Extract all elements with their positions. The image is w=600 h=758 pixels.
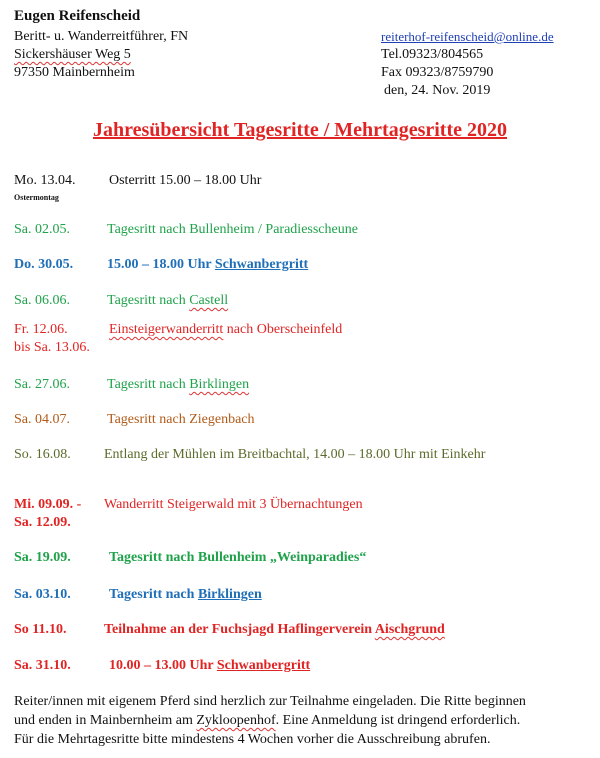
event-description <box>109 657 310 675</box>
event-text: Tagesritt nach Bullenheim / Paradiesscheune <box>107 222 358 237</box>
event-text: Tagesritt nach <box>107 377 190 392</box>
event-description <box>107 221 358 239</box>
footer-place-link: Zykloopenhof <box>196 713 276 728</box>
event-description <box>104 621 445 639</box>
event-date: Sa. 02.05. <box>14 222 70 237</box>
street-text: Sickershäuser Weg 5 <box>14 47 131 62</box>
event-description <box>104 446 485 464</box>
event-description <box>109 549 366 567</box>
event-description <box>107 376 249 394</box>
event-date: Sa. 19.09. <box>14 550 71 565</box>
event-row <box>0 292 600 310</box>
event-text: Teilnahme an der Fuchsjagd Haflingerverein <box>104 622 375 637</box>
event-date: Sa. 06.06. <box>14 293 70 308</box>
event-place: Schwanbergritt <box>216 658 311 673</box>
letter-date: den, 24. Nov. 2019 <box>384 83 491 98</box>
event-place: Aischgrund <box>374 622 445 637</box>
event-row <box>0 549 600 567</box>
event-text-suffix: nach Oberscheinfeld <box>223 322 343 337</box>
event-description <box>107 256 308 274</box>
event-text: 15.00 – 18.00 Uhr <box>107 257 215 272</box>
fax-number: Fax 09323/8759790 <box>381 65 494 80</box>
event-date: Sa. 31.10. <box>14 658 71 673</box>
event-row <box>0 172 600 202</box>
event-place: Birklingen <box>197 587 262 602</box>
event-description <box>104 496 363 514</box>
event-description <box>107 411 255 429</box>
event-date: Sa. 27.06. <box>14 377 70 392</box>
event-row <box>0 446 600 464</box>
event-place: Castell <box>189 293 229 308</box>
event-row <box>0 657 600 675</box>
event-description <box>107 292 228 310</box>
event-description <box>109 321 342 339</box>
footer-line-3: Für die Mehrtagesritte bitte mindestens 4 Wochen vorher die Ausschreibung abrufen. <box>14 732 491 747</box>
event-text: Tagesritt nach Bullenheim „Weinparadies“ <box>109 550 367 565</box>
event-row <box>0 221 600 239</box>
event-place: Einsteigerwanderritt <box>109 322 224 337</box>
event-text: 10.00 – 13.00 Uhr <box>109 658 217 673</box>
event-date-end: Sa. 12.09. <box>14 515 71 530</box>
event-date: Mi. 09.09. - <box>14 497 82 512</box>
event-row <box>0 321 600 355</box>
event-text: Tagesritt nach <box>109 587 198 602</box>
footer-text <box>14 692 589 749</box>
event-description <box>109 172 261 190</box>
event-date: Sa. 04.07. <box>14 412 70 427</box>
event-place: Birklingen <box>189 377 250 392</box>
event-row <box>0 411 600 429</box>
phone-number: Tel.09323/804565 <box>381 47 484 62</box>
sender-role: Beritt- u. Wanderreitführer, FN <box>14 29 189 44</box>
event-text: Tagesritt nach Ziegenbach <box>107 412 255 427</box>
event-date: Fr. 12.06. <box>14 322 68 337</box>
event-description <box>109 586 262 604</box>
event-date: So. 16.08. <box>14 447 71 462</box>
event-text: Tagesritt nach <box>107 293 190 308</box>
sender-street <box>14 46 131 64</box>
email-link[interactable]: reiterhof-reifenscheid@online.de <box>381 29 554 44</box>
event-text: Osterritt 15.00 – 18.00 Uhr <box>109 173 262 188</box>
event-row <box>0 621 600 639</box>
event-row <box>0 496 600 530</box>
sender-city: 97350 Mainbernheim <box>14 65 135 80</box>
event-text: Entlang der Mühlen im Breitbachtal, 14.00 – 18.00 Uhr mit Einkehr <box>104 447 486 462</box>
event-place: Schwanbergritt <box>214 257 309 272</box>
event-date: Do. 30.05. <box>14 257 74 272</box>
event-row <box>0 256 600 274</box>
sender-name: Eugen Reifenscheid <box>14 8 141 24</box>
event-row <box>0 376 600 394</box>
event-date-note: Ostermontag <box>14 193 59 202</box>
event-date: Sa. 03.10. <box>14 587 71 602</box>
event-row <box>0 586 600 604</box>
event-date-end: bis Sa. 13.06. <box>14 340 90 355</box>
footer-line-1: Reiter/innen mit eigenem Pferd sind herzlich zur Teilnahme eingeladen. Die Ritte beginnen <box>14 694 526 709</box>
event-date: So 11.10. <box>14 622 67 637</box>
document-title: Jahresübersicht Tagesritte / Mehrtagesritte 2020 <box>93 119 507 141</box>
event-text: Wanderritt Steigerwald mit 3 Übernachtungen <box>104 497 363 512</box>
event-date: Mo. 13.04. <box>14 173 76 188</box>
footer-line-2: und enden in Mainbernheim am Zykloopenhof. Eine Anmeldung ist dringend erforderlich. <box>14 713 521 728</box>
